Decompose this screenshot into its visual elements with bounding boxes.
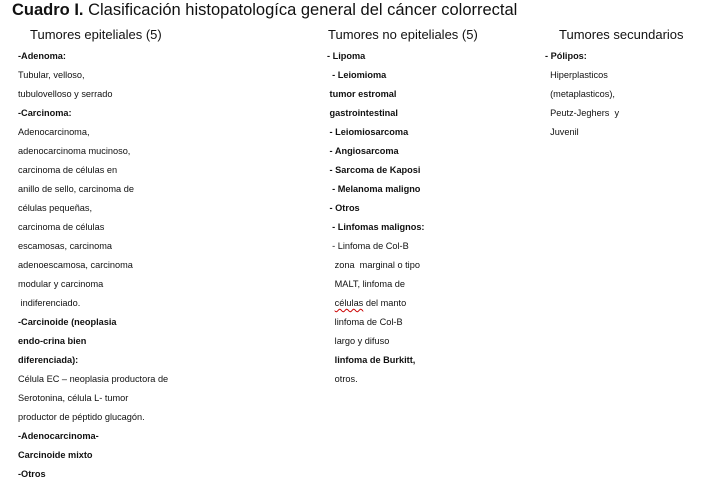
list-item: - Angiosarcoma (327, 146, 399, 156)
list-item: tumor estromal (327, 89, 397, 99)
list-item: células pequeñas, (18, 203, 93, 213)
list-item: - Lipoma (327, 51, 366, 61)
list-item: carcinoma de células en (18, 165, 118, 175)
list-item: escamosas, carcinoma (18, 241, 112, 251)
list-item: Adenocarcinoma, (18, 127, 90, 137)
list-item: gastrointestinal (327, 108, 398, 118)
list-item: Juvenil (545, 127, 579, 137)
column-secondary (545, 47, 619, 142)
list-item: otros. (327, 374, 358, 384)
list-item: productor de péptido glucagón. (18, 412, 145, 422)
list-item: - Leiomiosarcoma (327, 127, 409, 137)
list-item: (metaplasticos), (545, 89, 615, 99)
list-item: - Linfomas malignos: (327, 222, 425, 232)
list-item: Peutz-Jeghers y (545, 108, 620, 118)
list-item: células del manto (334, 298, 407, 308)
list-item: -Adenocarcinoma- (18, 431, 99, 441)
table-caption: Clasificación histopatologíca general del cáncer colorrectal (83, 1, 518, 19)
list-item: tubulovelloso y serrado (18, 89, 113, 99)
list-item: linfoma de Col-B (327, 317, 403, 327)
column-epithelial (18, 47, 168, 484)
table-number: Cuadro I. (12, 1, 84, 19)
list-item: - Leiomioma (327, 70, 387, 80)
list-item: zona marginal o tipo (327, 260, 420, 270)
list-item: - Otros (327, 203, 360, 213)
header-secondary: Tumores secundarios (559, 27, 684, 42)
list-item: Tubular, velloso, (18, 70, 85, 80)
list-item: MALT, linfoma de (327, 279, 405, 289)
list-item: carcinoma de células (18, 222, 105, 232)
list-item: diferenciada): (18, 355, 79, 365)
list-item: Carcinoide mixto (18, 450, 93, 460)
list-item: -Otros (18, 469, 46, 479)
list-item: -Adenoma: (18, 51, 66, 61)
list-item: endo-crina bien (18, 336, 87, 346)
list-item: anillo de sello, carcinoma de (18, 184, 134, 194)
list-item: - Sarcoma de Kaposi (327, 165, 421, 175)
list-item: - Melanoma maligno (327, 184, 421, 194)
list-item: Hiperplasticos (545, 70, 608, 80)
header-epithelial: Tumores epiteliales (5) (30, 27, 162, 42)
list-item: - Linfoma de Col-B (327, 241, 409, 251)
column-non-epithelial (327, 47, 425, 389)
list-item: indiferenciado. (18, 298, 81, 308)
list-item: adenoescamosa, carcinoma (18, 260, 133, 270)
list-item: modular y carcinoma (18, 279, 104, 289)
list-item: - Pólipos: (545, 51, 587, 61)
list-item: -Carcinoide (neoplasia (18, 317, 117, 327)
list-item: largo y difuso (327, 336, 390, 346)
list-item: adenocarcinoma mucinoso, (18, 146, 131, 156)
list-item: Serotonina, célula L- tumor (18, 393, 129, 403)
header-non-epithelial: Tumores no epiteliales (5) (328, 27, 478, 42)
table-title (12, 1, 517, 20)
list-item: linfoma de Burkitt, (327, 355, 416, 365)
list-item: Célula EC – neoplasia productora de (18, 374, 169, 384)
list-item: -Carcinoma: (18, 108, 72, 118)
